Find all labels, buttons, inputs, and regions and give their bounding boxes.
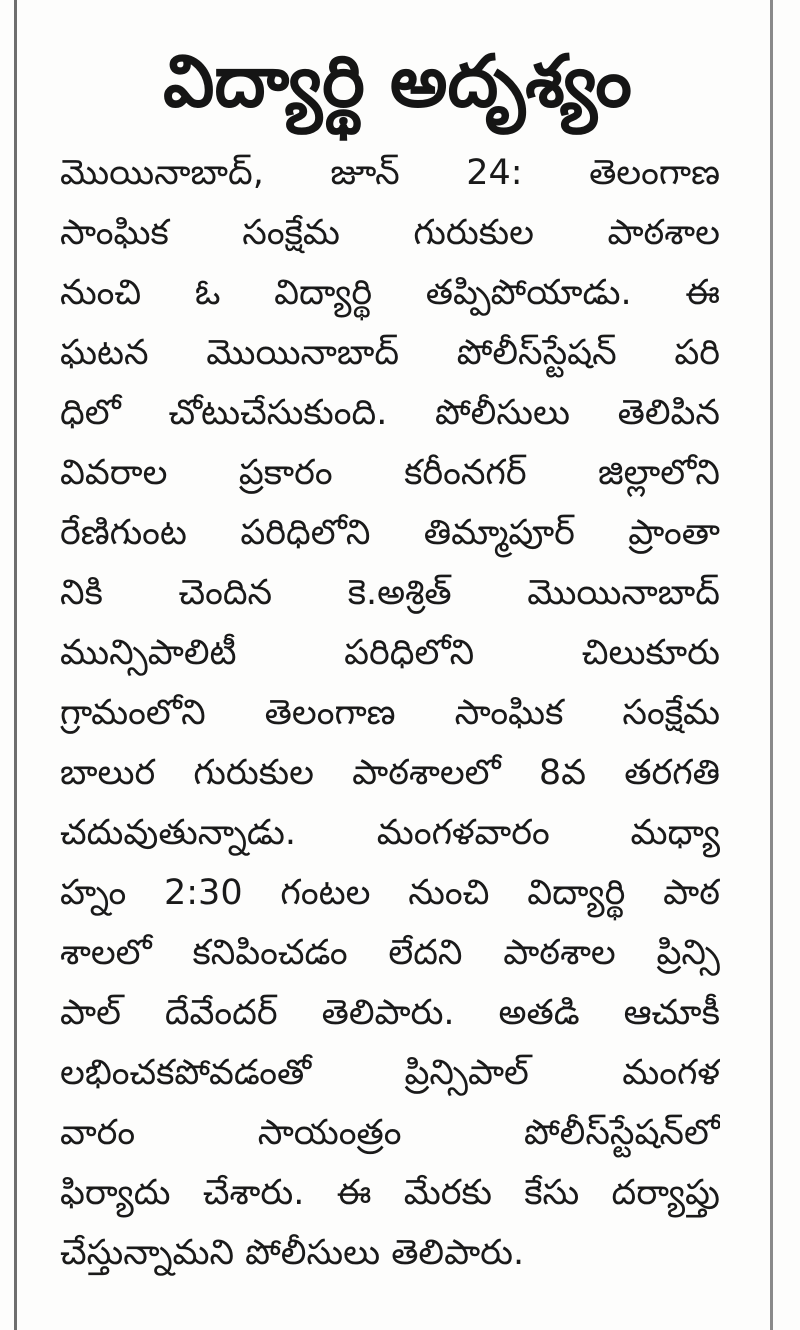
- article-line: శాలలో కనిపించడం లేదని పాఠశాల ప్రిన్సి: [60, 933, 720, 973]
- right-column-rule: [770, 0, 773, 1330]
- article-line: మున్సిపాలిటీ పరిధిలోని చిలుకూరు: [60, 633, 720, 673]
- article-line: రేణిగుంట పరిధిలోని తిమ్మాపూర్ ప్రాంతా: [60, 513, 720, 553]
- article-line: ఘటన మొయినాబాద్ పోలీస్‌స్టేషన్ పరి: [60, 333, 720, 373]
- article-line: గ్రామంలోని తెలంగాణ సాంఘిక సంక్షేమ: [60, 693, 720, 733]
- article-line: మొయినాబాద్, జూన్ 24: తెలంగాణ: [60, 153, 720, 193]
- article-line: వారం సాయంత్రం పోలీస్‌స్టేషన్‌లో: [60, 1113, 720, 1153]
- article-line: చదువుతున్నాడు. మంగళవారం మధ్యా: [60, 813, 720, 853]
- article-line: చేస్తున్నామని పోలీసులు తెలిపారు.: [60, 1233, 525, 1273]
- article-line: నుంచి ఓ విద్యార్థి తప్పిపోయాడు. ఈ: [60, 273, 720, 313]
- article-line: వివరాల ప్రకారం కరీంనగర్ జిల్లాలోని: [60, 453, 720, 493]
- headline: విద్యార్థి అదృశ్యం: [163, 39, 632, 123]
- article-line: ఫిర్యాదు చేశారు. ఈ మేరకు కేసు దర్యాప్తు: [60, 1173, 720, 1213]
- article-line: నికి చెందిన కె.అశ్రిత్ మొయినాబాద్: [60, 573, 720, 613]
- article-line: సాంఘిక సంక్షేమ గురుకుల పాఠశాల: [60, 213, 720, 253]
- left-column-rule: [14, 0, 17, 1330]
- article-line: పాల్ దేవేందర్ తెలిపారు. అతడి ఆచూకీ: [60, 993, 720, 1033]
- article-line: లభించకపోవడంతో ప్రిన్సిపాల్ మంగళ: [60, 1053, 720, 1093]
- article-line: బాలుర గురుకుల పాఠశాలలో 8వ తరగతి: [60, 753, 720, 793]
- article-line: హ్నం 2:30 గంటల నుంచి విద్యార్థి పాఠ: [60, 873, 720, 913]
- article-line: ధిలో చోటుచేసుకుంది. పోలీసులు తెలిపిన: [60, 393, 720, 433]
- article-body: [60, 143, 720, 1283]
